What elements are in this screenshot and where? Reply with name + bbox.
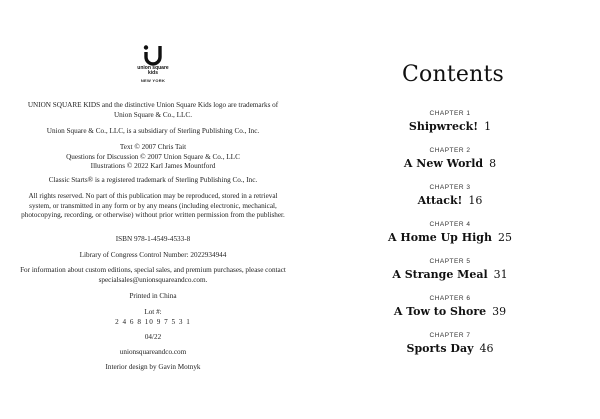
rights-notice	[20, 192, 286, 221]
trademark-notice	[20, 101, 286, 120]
sales-info-text: For information about custom editions, special sales, and premium purchases, please contact specialsales@unionsquareandco.com.	[20, 266, 286, 284]
toc-entry-1[interactable]	[300, 110, 600, 133]
publisher-logo	[137, 44, 169, 83]
toc-entry-4[interactable]	[300, 221, 600, 244]
chapter-title: Sports Day	[406, 342, 474, 355]
classic-starts-text: Classic Starts® is a registered trademark of Sterling Publishing Co., Inc.	[48, 176, 258, 184]
chapter-page: 8	[489, 157, 497, 170]
toc-entry-2[interactable]	[300, 147, 600, 170]
chapter-page: 31	[493, 268, 508, 281]
chapter-label: CHAPTER 2	[429, 147, 471, 154]
chapter-page: 39	[492, 305, 507, 318]
chapter-label: CHAPTER 3	[429, 184, 471, 191]
design-credit-text: Interior design by Gavin Motnyk	[105, 363, 201, 371]
subsidiary-text: Union Square & Co., LLC, is a subsidiary of Sterling Publishing Co., Inc.	[46, 127, 260, 135]
chapter-page: 25	[497, 231, 512, 244]
contents-page	[300, 0, 600, 419]
chapter-label: CHAPTER 4	[429, 221, 471, 228]
chapter-title: A New World	[403, 157, 484, 170]
date-text: 04/22	[144, 333, 162, 341]
logo-wordmark: union square kids	[137, 65, 169, 77]
website	[20, 348, 286, 358]
website-text: unionsquareandco.com	[119, 348, 187, 356]
chapter-page: 16	[468, 194, 483, 207]
trademark-text: UNION SQUARE KIDS and the distinctive Union Square Kids logo are trademarks of Union Square & Co., LLC.	[27, 101, 279, 119]
printed-text: Printed in China	[129, 292, 177, 300]
subsidiary-notice	[20, 127, 286, 137]
contents-title: Contents	[402, 62, 505, 87]
questions-credit: Questions for Discussion © 2007 Union Square & Co., LLC	[66, 152, 240, 161]
chapter-label: CHAPTER 1	[429, 110, 471, 117]
chapter-title: A Tow to Shore	[393, 305, 487, 318]
classic-starts-notice	[20, 176, 286, 186]
chapter-title: Attack!	[417, 194, 463, 207]
printed-in	[20, 292, 286, 302]
lccn	[20, 251, 286, 261]
lot-info	[20, 308, 286, 327]
lot-numbers: 2 4 6 8 10 9 7 5 3 1	[115, 317, 191, 326]
chapter-label: CHAPTER 6	[429, 295, 471, 302]
chapter-label: CHAPTER 7	[429, 332, 471, 339]
credits	[20, 143, 286, 172]
lot-label: Lot #:	[144, 308, 162, 316]
print-date	[20, 333, 286, 343]
sales-info	[20, 266, 286, 285]
chapter-page: 1	[484, 120, 492, 133]
illustrations-credit: Illustrations © 2022 Karl James Mountford	[90, 162, 216, 171]
toc-entry-3[interactable]	[300, 184, 600, 207]
isbn-text: ISBN 978-1-4549-4533-8	[115, 235, 191, 243]
text-credit: Text © 2007 Chris Tait	[119, 143, 187, 151]
union-square-u-icon	[142, 44, 164, 66]
isbn	[20, 235, 286, 245]
toc-entry-7[interactable]	[300, 332, 600, 355]
chapter-title: A Strange Meal	[392, 268, 488, 281]
chapter-page: 46	[479, 342, 494, 355]
logo-city: NEW YORK	[140, 78, 166, 84]
chapter-title: A Home Up High	[388, 231, 492, 244]
toc-entry-5[interactable]	[300, 258, 600, 281]
rights-text: All rights reserved. No part of this publication may be reproduced, stored in a retrieval system, or transmitted in any form or by any means (including electronic, mechanical, photocopying, recording, or otherwise) without prior written permission from the publisher.	[21, 192, 285, 220]
toc-entry-6[interactable]	[300, 295, 600, 318]
design-credit	[20, 363, 286, 373]
chapter-title: Shipwreck!	[408, 120, 479, 133]
lccn-text: Library of Congress Control Number: 2022934944	[79, 251, 227, 259]
chapter-label: CHAPTER 5	[429, 258, 471, 265]
